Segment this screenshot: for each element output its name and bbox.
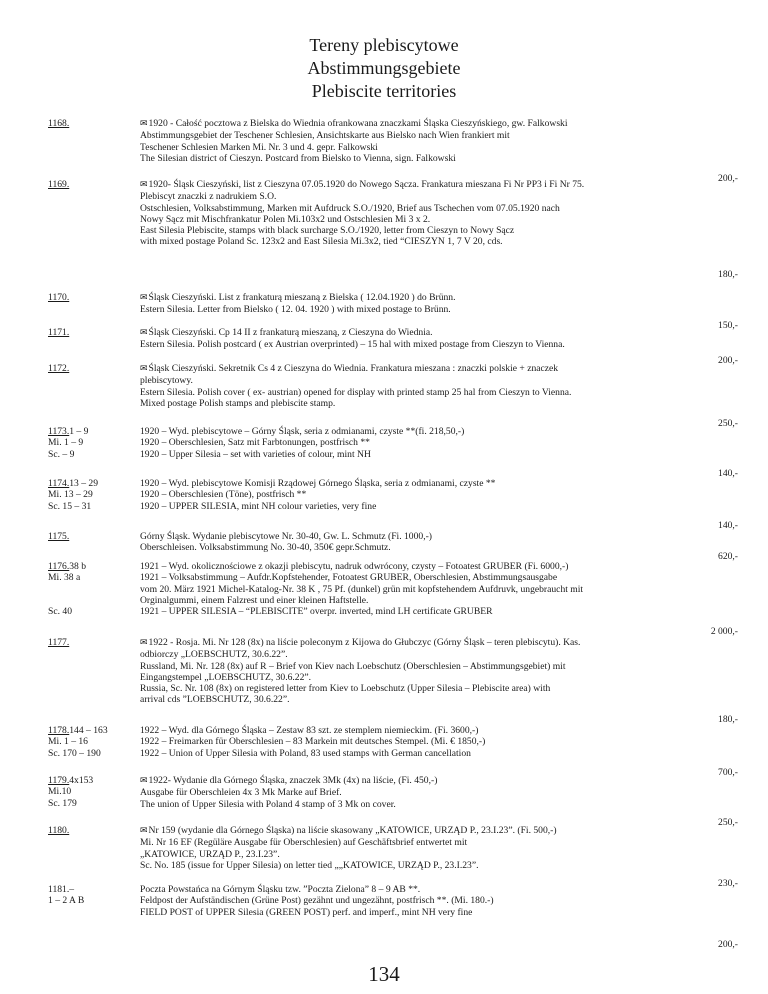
lot-number: [48, 327, 138, 338]
lot-id: 1169.: [48, 179, 70, 190]
description-text: 1922- Wydanie dla Górnego Śląska, znaczek 3Mk (4x) na liście, (Fi. 450,-): [148, 775, 438, 786]
lot-number-line: [48, 118, 138, 129]
lot-description: [140, 561, 725, 617]
description-line: [140, 725, 725, 736]
lot-catalog-number: –: [69, 884, 75, 895]
description-line: [140, 683, 725, 694]
description-line: [140, 799, 725, 810]
description-text: Estern Silesia. Letter from Bielsko ( 12. 04. 1920 ) with mixed postage to Brünn.: [140, 304, 451, 316]
description-text: 1922 – Freimarken für Oberschlesien – 83 Markein mit deutsches Stempel. (Mi. € 1850,-): [140, 736, 486, 748]
lot-number: [48, 363, 138, 374]
lot-number: [48, 637, 138, 648]
lot-description: [140, 637, 725, 706]
description-line: [140, 327, 725, 339]
lot-number-line: [48, 825, 138, 836]
description-line: [140, 884, 725, 895]
header-title-polish: Tereny plebiscytowe: [309, 35, 459, 55]
envelope-icon: ✉: [140, 328, 148, 338]
lot-id: 1178.: [48, 725, 70, 736]
description-text: 1920 – Oberschlesien (Töne), postfrisch **: [140, 489, 307, 501]
envelope-icon: ✉: [140, 776, 148, 786]
lot-number-line: [48, 637, 138, 648]
description-text: Ausgabe für Oberschleien 4x 3 Mk Marke auf Brief.: [140, 787, 342, 799]
lot-id: 1172.: [48, 363, 70, 374]
description-text: 1920 – Oberschlesien, Satz mit Farbtonungen, postfrisch **: [140, 437, 370, 449]
lot-description: [140, 884, 725, 918]
lot-number-line: [48, 478, 138, 489]
lot-id: 1177.: [48, 637, 70, 648]
lot-number: [48, 426, 138, 460]
lot-number: [48, 825, 138, 836]
description-text: FIELD POST of UPPER Silesia (GREEN POST) perf. and imperf., mint NH very fine: [140, 906, 473, 918]
description-line: [140, 501, 725, 512]
lot-price: 620,-: [718, 551, 738, 562]
lot-catalog-number: 144 – 163: [69, 725, 108, 736]
lot-number-line: [48, 426, 138, 437]
lot-price: 2 000,-: [710, 626, 738, 637]
description-text: plebiscytowy.: [140, 375, 193, 387]
lot-id: 1174.: [48, 478, 70, 489]
lot-catalog-ref: Mi. 38 a: [48, 572, 81, 584]
lot-description: [140, 725, 725, 759]
lot-price: 180,-: [718, 269, 738, 280]
description-line: [140, 584, 725, 595]
lot-number: [48, 179, 138, 190]
lot-id: 1168.: [48, 118, 70, 129]
lot-number-line: [48, 561, 138, 572]
lot-number-line: [48, 884, 138, 895]
description-text: Ostschlesien, Volksabstimmung, Marken mit Aufdruck S.O./1920, Brief aus Tschechen vom 07.05.1920 nach: [140, 202, 560, 214]
description-text: 1920 – Upper Silesia – set with varieties of colour, mint NH: [140, 448, 371, 460]
description-line: [140, 179, 725, 191]
description-line: [140, 694, 725, 705]
lot-number: [48, 118, 138, 129]
description-line: [140, 214, 725, 225]
description-text: Oberschleisen. Volksabstimmung No. 30-40, 350€ gepr.Schmutz.: [140, 542, 391, 554]
lot-id: 1176.: [48, 561, 70, 572]
lot-price: 230,-: [718, 878, 738, 889]
description-text: Mixed postage Polish stamps and plebiscite stamp.: [140, 397, 336, 409]
description-text: Poczta Powstańca na Górnym Śląsku tzw. ”Poczta Zielona” 8 – 9 AB **.: [140, 884, 421, 895]
description-text: Śląsk Cieszyński. List z frankaturą mieszaną z Bielska ( 12.04.1920 ) do Brünn.: [148, 292, 456, 303]
description-text: Górny Śląsk. Wydanie plebiscytowe Nr. 30-40, Gw. L. Schmutz (Fi. 1000,-): [140, 531, 432, 542]
envelope-icon: ✉: [140, 119, 148, 129]
description-text: Śląsk Cieszyński. Sekretnik Cs 4 z Cieszyna do Wiednia. Frankatura mieszana : znaczki polskie + znaczek: [148, 363, 559, 374]
header-title-german: Abstimmungsgebiete: [307, 58, 461, 78]
lot-description: [140, 775, 725, 810]
description-text: „KATOWICE, URZĄD P., 23.I.23”.: [140, 848, 280, 860]
lot-id: 1175.: [48, 531, 70, 542]
envelope-icon: ✉: [140, 364, 148, 374]
lot-id: 1170.: [48, 292, 70, 303]
description-text: Russia, Sc. Nr. 108 (8x) on registered letter from Kiev to Loebschutz (Upper Silesia – Plebiscite area) with: [140, 683, 551, 695]
page-number: 134: [368, 962, 400, 986]
lot-price: 180,-: [718, 714, 738, 725]
lot-catalog-ref: Mi. 1 – 9: [48, 437, 84, 449]
description-text: odbiorczy „LOEBSCHUTZ, 30.6.22”.: [140, 649, 288, 661]
description-text: Mi. Nr 16 EF (Regüläre Ausgabe für Oberschlesien) auf Geschäftsbrief entwertet mit: [140, 837, 468, 849]
lot-catalog-ref: 1 – 2 A B: [48, 895, 85, 907]
description-text: Estern Silesia. Polish cover ( ex- austrian) opened for display with printed stamp 25 hal from Cieszyn to Vienna.: [140, 386, 572, 398]
lot-catalog-number: 38 b: [69, 561, 87, 572]
description-line: [140, 363, 725, 375]
description-line: [140, 387, 725, 398]
lot-number-line: [48, 363, 138, 374]
description-line: [140, 637, 725, 649]
description-text: 1920 – Wyd. plebiscytowe Komisji Rządowej Górnego Śląska, seria z odmianami, czyste **: [140, 478, 496, 489]
lot-catalog-ref: Sc. 179: [48, 797, 77, 809]
description-line: [140, 837, 725, 848]
lot-description: [140, 363, 725, 409]
description-line: [140, 426, 725, 437]
lot-id: 1180.: [48, 825, 70, 836]
description-text: Feldpost der Aufständischen (Grüne Post) gezähnt und ungezähnt, postfrisch **. (Mi. 180.-): [140, 895, 494, 907]
description-text: East Silesia Plebiscite, stamps with black surcharge S.O./1920, letter from Cieszyn to Nowy Sącz: [140, 225, 515, 237]
description-text: Estern Silesia. Polish postcard ( ex Austrian overprinted) – 15 hal with mixed postage from Cieszyn to Vienna.: [140, 339, 565, 351]
lot-number: [48, 531, 138, 542]
description-text: Nr 159 (wydanie dla Górnego Śląska) na liście skasowany „KATOWICE, URZĄD P., 23.I.23”. (Fi. 500,-): [148, 825, 557, 836]
lot-catalog-number: 13 – 29: [69, 478, 99, 489]
description-text: Eingangstempel „LOEBSCHUTZ, 30.6.22”.: [140, 671, 312, 683]
lot-number-line: [48, 725, 138, 736]
lot-number: [48, 775, 138, 809]
lot-description: [140, 531, 725, 554]
description-line: [140, 825, 725, 837]
description-line: [140, 748, 725, 759]
description-text: Russland, Mi. Nr. 128 (8x) auf R – Brief von Kiev nach Loebschutz (Oberschlesien – Abstimmungsgebiet) mit: [140, 660, 566, 672]
description-line: [140, 130, 725, 141]
description-line: [140, 478, 725, 489]
description-line: [140, 672, 725, 683]
description-text: 1920 - Całość pocztowa z Bielska do Wiednia ofrankowana znaczkami Śląska Cieszyńskiego, gw. Falkowski: [148, 118, 568, 129]
lot-description: [140, 118, 725, 164]
description-line: [140, 775, 725, 787]
description-line: [140, 787, 725, 798]
lot-id: 1173.: [48, 426, 70, 437]
description-line: [140, 191, 725, 202]
lot-catalog-ref: Sc. 170 – 190: [48, 747, 101, 759]
lot-description: [140, 179, 725, 248]
lot-price: 250,-: [718, 418, 738, 429]
lot-catalog-ref: Mi.10: [48, 786, 72, 798]
lot-price: 250,-: [718, 817, 738, 828]
description-text: 1921 – Volksabstimmung – Aufdr.Kopfstehender, Fotoatest GRUBER, Oberschlesien, Abstimmungsausgabe: [140, 572, 558, 584]
description-text: 1922 – Wyd. dla Górnego Śląska – Zestaw 83 szt. ze stemplem niemieckim. (Fi. 3600,-): [140, 725, 479, 736]
description-text: The union of Upper Silesia with Poland 4 stamp of 3 Mk on cover.: [140, 798, 396, 810]
lot-catalog-ref: [48, 595, 138, 606]
lot-id: 1171.: [48, 327, 70, 338]
description-text: 1921 – Wyd. okolicznościowe z okazji plebiscytu, nadruk odwrócony, czysty – Fotoatest GRUBER (Fi. 6000,-): [140, 561, 569, 572]
lot-catalog-ref: Sc. – 9: [48, 448, 75, 460]
envelope-icon: ✉: [140, 180, 148, 190]
envelope-icon: ✉: [140, 638, 148, 648]
description-text: vom 20. März 1921 Michel-Katalog-Nr. 38 K , 75 Pf. (dunkel) grün mit kopfstehendem Aufdruvk, ungebraucht mit: [140, 583, 584, 595]
description-line: [140, 860, 725, 871]
lot-id: 1179.: [48, 775, 70, 786]
lot-price: 140,-: [718, 520, 738, 531]
description-line: [140, 236, 725, 247]
page-header: [0, 34, 768, 103]
description-line: [140, 606, 725, 617]
description-line: [140, 595, 725, 606]
lot-catalog-ref: Sc. 40: [48, 606, 72, 618]
description-line: [140, 542, 725, 553]
description-line: [140, 375, 725, 386]
lot-number: [48, 292, 138, 303]
lot-number-line: [48, 775, 138, 786]
envelope-icon: ✉: [140, 293, 148, 303]
lot-catalog-number: 4x153: [69, 775, 94, 786]
lot-description: [140, 825, 725, 871]
description-line: [140, 572, 725, 583]
description-line: [140, 561, 725, 572]
description-line: [140, 531, 725, 542]
description-line: [140, 153, 725, 164]
lot-catalog-number: 1 – 9: [69, 426, 89, 437]
description-line: [140, 449, 725, 460]
lot-number: [48, 478, 138, 512]
description-line: [140, 489, 725, 500]
lot-catalog-ref: Sc. 15 – 31: [48, 500, 92, 512]
description-text: Orginalgummi, einem Falzrest und einer kleinen Haftstelle.: [140, 594, 369, 606]
lot-price: 200,-: [718, 173, 738, 184]
description-text: 1922 - Rosja. Mi. Nr 128 (8x) na liście poleconym z Kijowa do Głubczyc (Górny Śląsk – teren plebiscytu). Kas.: [148, 637, 581, 648]
lot-number-line: [48, 327, 138, 338]
lot-number-line: [48, 179, 138, 190]
description-text: arrival cds ”LOEBSCHUTZ, 30.6.22”.: [140, 694, 290, 706]
description-text: Śląsk Cieszyński. Cp 14 II z frankaturą mieszaną, z Cieszyna do Wiednia.: [148, 327, 433, 338]
description-text: with mixed postage Poland Sc. 123x2 and East Silesia Mi.3x2, tied “CIESZYN 1, 7 V 20, cds.: [140, 236, 503, 248]
description-line: [140, 649, 725, 660]
description-line: [140, 142, 725, 153]
description-line: [140, 849, 725, 860]
description-line: [140, 895, 725, 906]
lot-number: [48, 561, 138, 617]
lot-description: [140, 426, 725, 460]
header-title-english: Plebiscite territories: [311, 81, 457, 101]
lot-catalog-ref: Mi. 1 – 16: [48, 736, 88, 748]
description-text: Nowy Sącz mit Mischfrankatur Polen Mi.103x2 und Ostschlesien Mi 3 x 2.: [140, 213, 431, 225]
description-text: Teschener Schlesien Marken Mi. Nr. 3 und 4. gepr. Falkowski: [140, 141, 378, 153]
description-text: 1922 – Union of Upper Silesia with Poland, 83 used stamps with German cancellation: [140, 747, 471, 759]
lot-price: 150,-: [718, 320, 738, 331]
lot-catalog-ref: Mi. 13 – 29: [48, 489, 93, 501]
description-line: [140, 907, 725, 918]
description-line: [140, 304, 725, 315]
lot-description: [140, 292, 725, 316]
lot-description: [140, 327, 725, 351]
description-line: [140, 203, 725, 214]
description-text: 1921 – UPPER SILESIA – “PLEBISCITE” overpr. inverted, mind LH certificate GRUBER: [140, 606, 493, 618]
description-text: The Silesian district of Cieszyn. Postcard from Bielsko to Vienna, sign. Falkowski: [140, 152, 456, 164]
lot-number: [48, 725, 138, 759]
lot-number-line: [48, 292, 138, 303]
description-line: [140, 661, 725, 672]
description-text: 1920 – UPPER SILESIA, mint NH colour varieties, very fine: [140, 500, 377, 512]
description-line: [140, 225, 725, 236]
lot-id: 1181.: [48, 884, 70, 895]
description-line: [140, 292, 725, 304]
description-line: [140, 398, 725, 409]
description-text: 1920- Śląsk Cieszyński, list z Cieszyna 07.05.1920 do Nowego Sącza. Frankatura mieszana Fi Nr PP3 i Fi Nr 75.: [148, 179, 585, 190]
description-line: [140, 118, 725, 130]
description-text: Sc. No. 185 (issue for Upper Silesia) on letter tied „„KATOWICE, URZĄD P., 23.I.23”.: [140, 859, 479, 871]
description-text: Abstimmungsgebiet der Teschener Schlesien, Ansichtskarte aus Bielsko nach Wien frankiert mit: [140, 130, 510, 142]
description-text: Plebiscyt znaczki z nadrukiem S.O.: [140, 191, 277, 203]
lot-number: [48, 884, 138, 907]
lot-price: 200,-: [718, 939, 738, 950]
lot-price: 140,-: [718, 468, 738, 479]
description-line: [140, 736, 725, 747]
lot-price: 700,-: [718, 767, 738, 778]
description-line: [140, 437, 725, 448]
description-text: 1920 – Wyd. plebiscytowe – Górny Śląsk, seria z odmianami, czyste **(fi. 218,50,-): [140, 426, 465, 437]
envelope-icon: ✉: [140, 826, 148, 836]
lot-catalog-ref: [48, 584, 138, 595]
lot-price: 200,-: [718, 355, 738, 366]
lot-description: [140, 478, 725, 512]
lot-number-line: [48, 531, 138, 542]
description-line: [140, 339, 725, 350]
